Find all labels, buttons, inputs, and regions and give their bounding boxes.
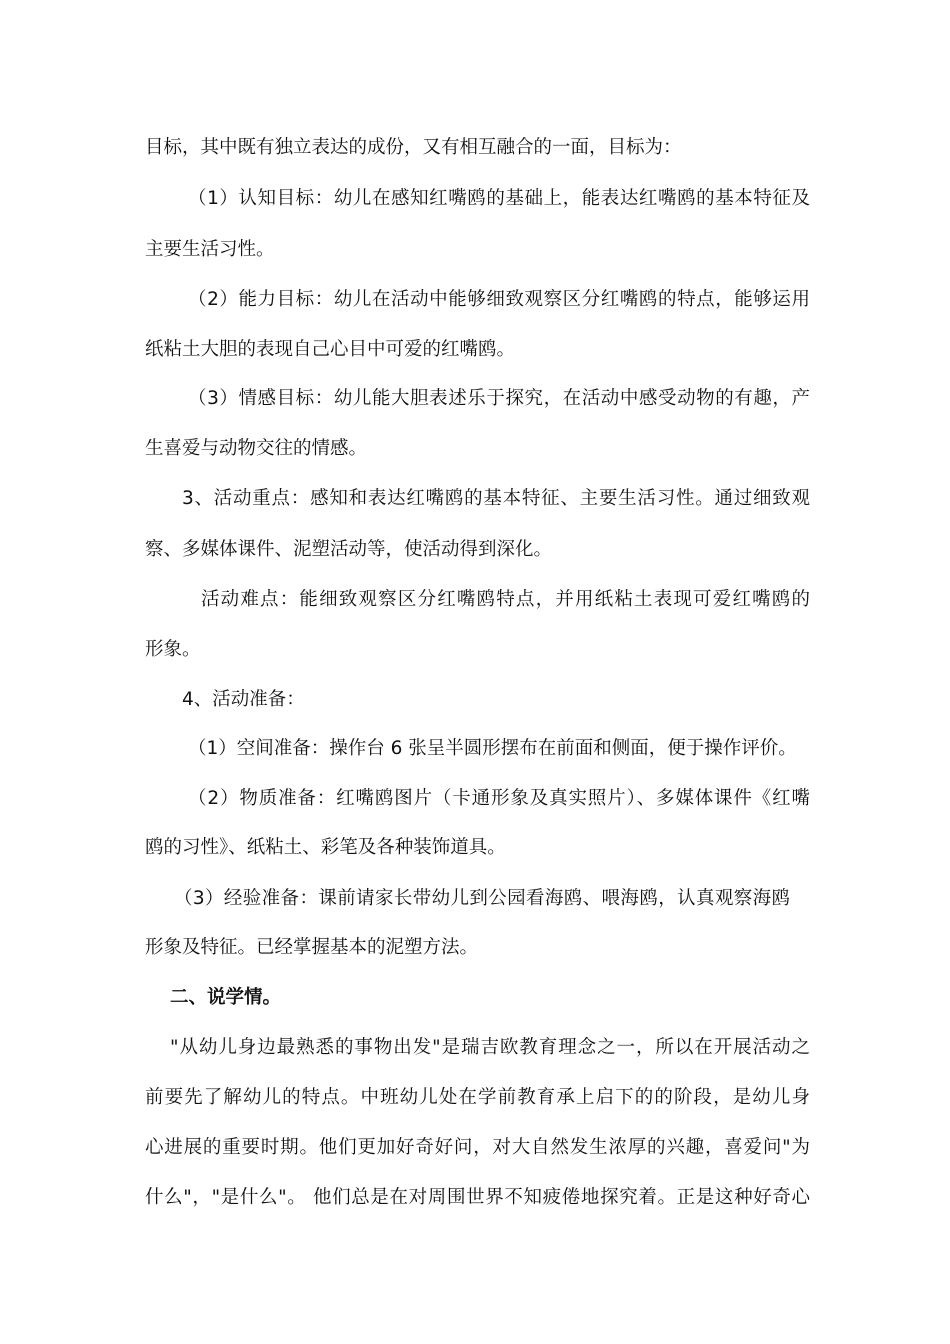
text-line-20: 前要先了解幼儿的特点。中班幼儿处在学前教育承上启下的的阶段，是幼儿身 — [145, 1087, 810, 1108]
text-line-8: 3、活动重点：感知和表达红嘴鸥的基本特征、主要生活习性。通过细致观 — [182, 488, 810, 509]
text-line-21: 心进展的重要时期。他们更加好奇好问，对大自然发生浓厚的兴趣，喜爱问"为 — [145, 1137, 810, 1158]
text-line-9: 察、多媒体课件、泥塑活动等，使活动得到深化。 — [145, 539, 553, 560]
text-line-14: （2）物质准备：红嘴鸥图片（卡通形象及真实照片）、多媒体课件《红嘴 — [188, 788, 810, 809]
text-line-1: 目标，其中既有独立表达的成份，又有相互融合的一面，目标为： — [145, 137, 682, 158]
text-line-15: 鸥的习性》、纸粘土、彩笔及各种装饰道具。 — [145, 837, 506, 858]
text-line-16: （3）经验准备：课前请家长带幼儿到公园看海鸥、喂海鸥，认真观察海鸥 — [174, 888, 790, 909]
section-heading-xueqing: 二、说学情。 — [170, 987, 282, 1008]
text-line-7: 生喜爱与动物交往的情感。 — [145, 438, 368, 459]
text-line-10: 活动难点：能细致观察区分红嘴鸥特点，并用纸粘土表现可爱红嘴鸥的 — [201, 589, 810, 610]
text-line-11: 形象。 — [145, 639, 201, 660]
text-line-5: 纸粘土大胆的表现自己心目中可爱的红嘴鸥。 — [145, 339, 516, 360]
text-line-6: （3）情感目标：幼儿能大胆表述乐于探究，在活动中感受动物的有趣，产 — [188, 388, 810, 409]
text-line-19: "从幼儿身边最熟悉的事物出发"是瑞吉欧教育理念之一，所以在开展活动之 — [170, 1037, 810, 1058]
text-line-22: 什么"，"是什么"。 他们总是在对周围世界不知疲倦地探究着。正是这种好奇心 — [145, 1187, 810, 1208]
text-line-13: （1）空间准备：操作台 6 张呈半圆形摆布在前面和侧面，便于操作评价。 — [188, 738, 797, 759]
text-line-17: 形象及特征。已经掌握基本的泥塑方法。 — [145, 937, 479, 958]
text-line-3: 主要生活习性。 — [145, 239, 275, 260]
section-heading-4: 4、活动准备： — [182, 689, 305, 710]
text-line-2: （1）认知目标：幼儿在感知红嘴鸥的基础上，能表达红嘴鸥的基本特征及 — [188, 188, 810, 209]
text-line-4: （2）能力目标：幼儿在活动中能够细致观察区分红嘴鸥的特点，能够运用 — [188, 289, 810, 310]
